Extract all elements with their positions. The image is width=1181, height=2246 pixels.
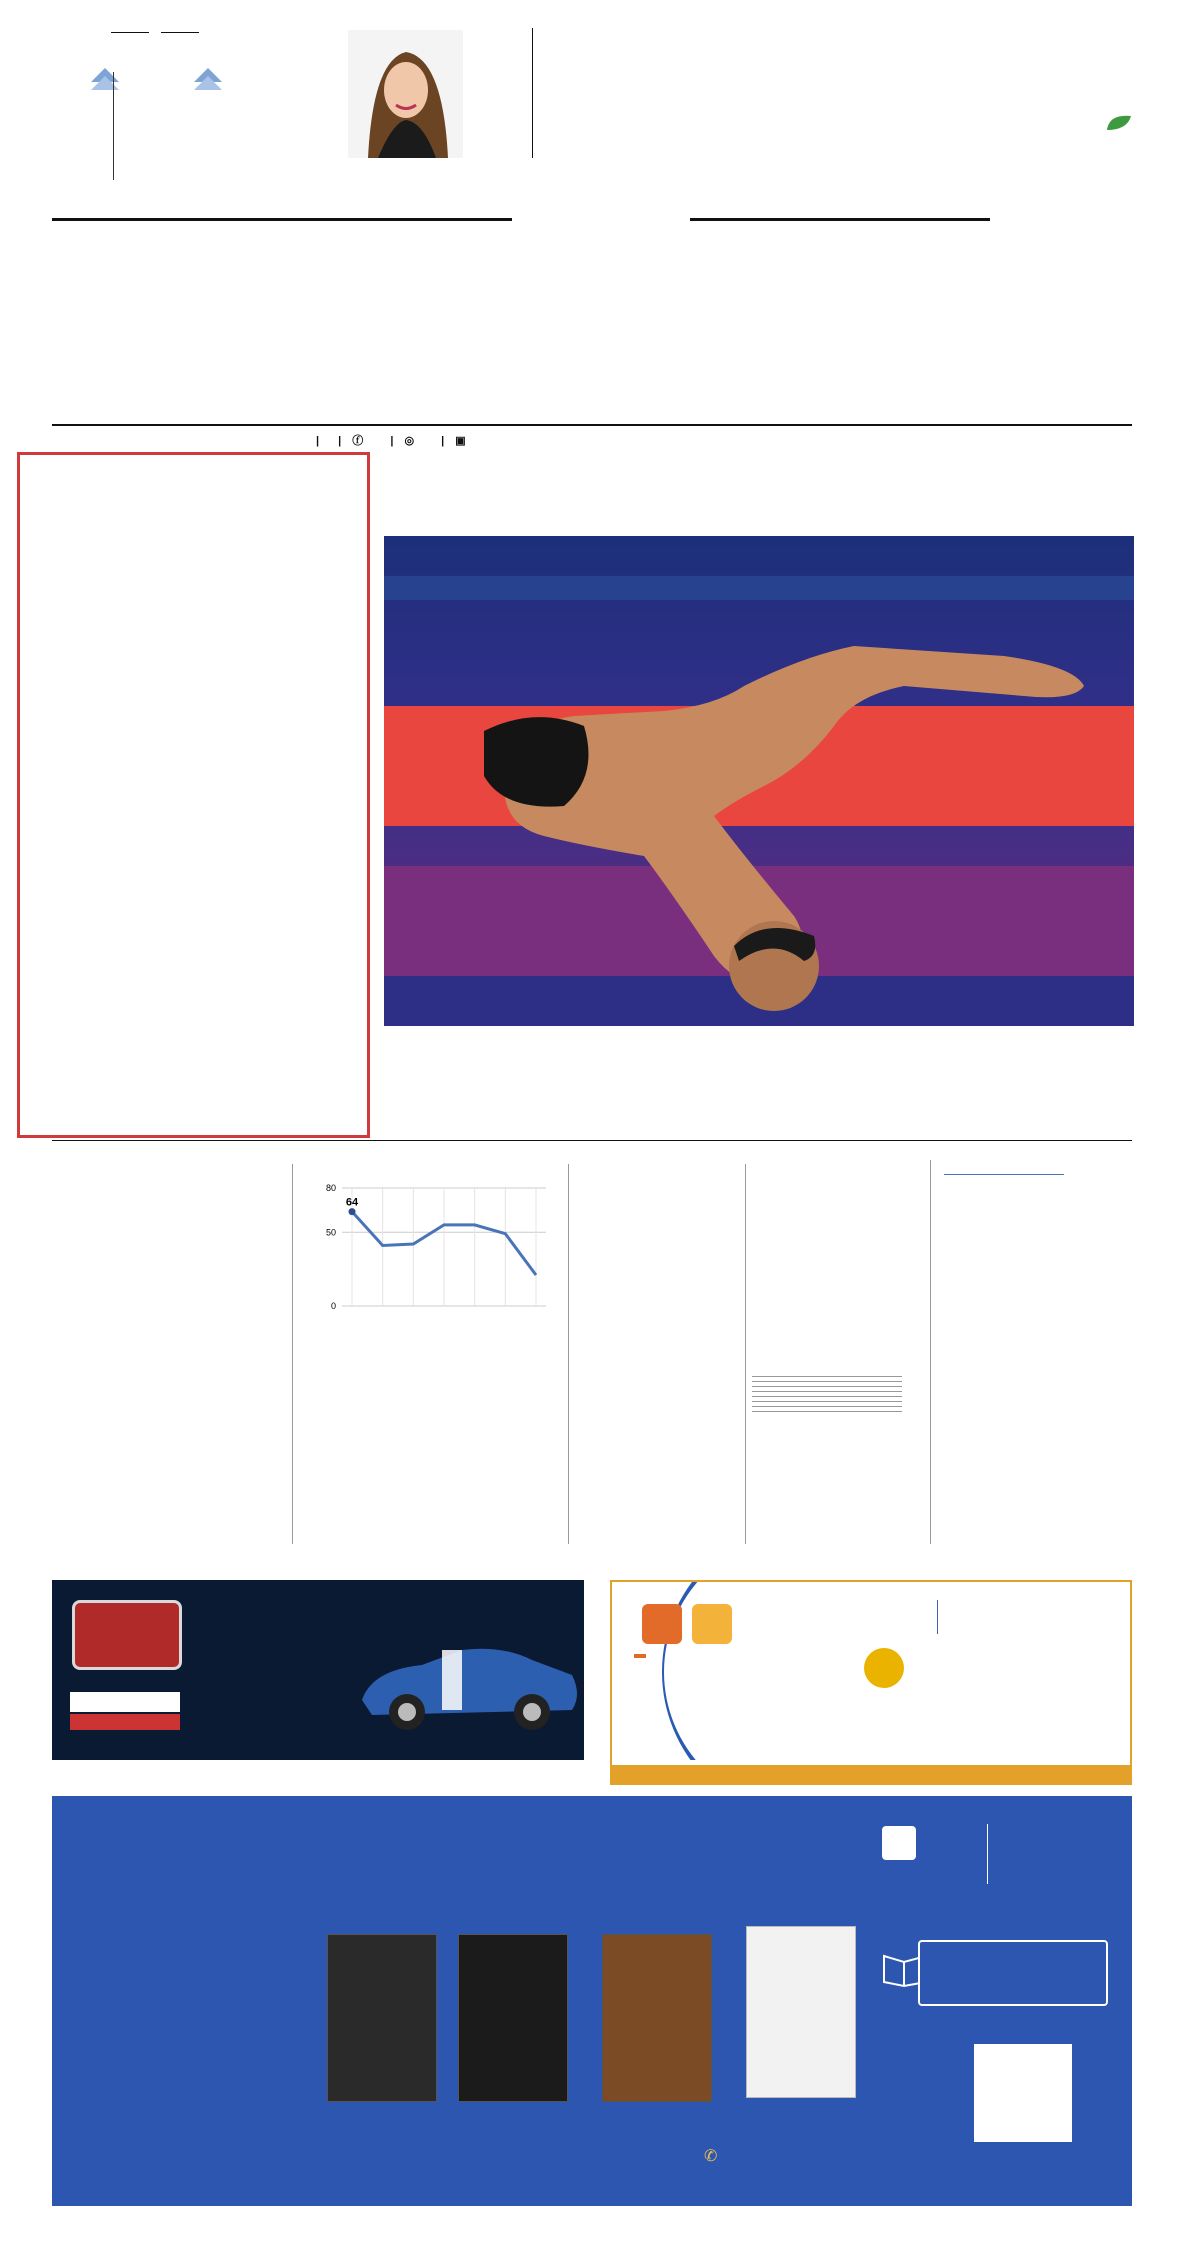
seleccion-box [918, 1940, 1108, 2006]
fx-euro [163, 68, 253, 103]
brief-israel[interactable] [752, 1164, 912, 1168]
busca-label [70, 1714, 180, 1730]
club-vivamos-ad[interactable] [610, 1580, 1132, 1785]
data-point [349, 1208, 356, 1215]
instagram-link[interactable]: ◎ [404, 435, 418, 447]
book-cover [602, 1934, 712, 2102]
y-tick-label: 0 [330, 1301, 336, 1311]
shelby-ad[interactable] [52, 1580, 584, 1780]
data-label: 64 [345, 1196, 359, 1209]
feminicidios-chart [306, 1176, 556, 1346]
leyva-story [50, 1164, 280, 1192]
facebook-link[interactable]: ⓕ [352, 435, 367, 447]
qr-code-image[interactable] [974, 2044, 1072, 2142]
lead-body [50, 918, 355, 934]
book-cover [746, 1926, 856, 2098]
entrevista-label [944, 1174, 1064, 1175]
app-link[interactable]: ▣ [455, 435, 466, 447]
y-tick-label: 80 [325, 1183, 336, 1193]
woman-portrait-image [348, 30, 463, 158]
fx-dolar [60, 68, 150, 98]
car-image [352, 1620, 582, 1740]
intermedio-logo-icon [882, 1826, 916, 1860]
mision-story [944, 1160, 1132, 1208]
brief-miel[interactable] [580, 1362, 740, 1366]
social-bar: | | ⓕ | ◎ | ▣ [300, 432, 900, 448]
flamenco-art [612, 1582, 812, 1760]
book-cover [327, 1934, 437, 2102]
book-cover [458, 1934, 568, 2102]
otras-list [752, 1372, 902, 1412]
otras-item[interactable] [752, 1407, 902, 1412]
lead-highlight-box [17, 452, 370, 1138]
diver-photo[interactable] [384, 536, 1134, 1026]
shelby-ad-footer [52, 1760, 584, 1784]
leyva-body [50, 1176, 280, 1192]
otras-secciones [752, 1366, 902, 1412]
y-tick-label: 50 [325, 1227, 336, 1238]
salida-label [70, 1692, 180, 1712]
festival-date [634, 1654, 646, 1658]
club-footer [612, 1765, 1132, 1785]
brief-marchas[interactable] [580, 1164, 740, 1168]
libros-ad[interactable] [52, 1796, 1132, 2206]
diver-image [384, 536, 1134, 1026]
nuevo-papel-logo [965, 100, 1135, 140]
autos-badge [72, 1600, 182, 1670]
feminicidios-story [306, 1164, 556, 1360]
teaser-photo[interactable] [348, 30, 463, 158]
barcode-image [990, 28, 1130, 64]
phone-block: ✆ [704, 2148, 718, 2165]
divisas-title [50, 24, 260, 39]
leaf-icon [1105, 112, 1133, 132]
mision-body [944, 1193, 1132, 1208]
rancho-logo-icon [864, 1648, 904, 1688]
